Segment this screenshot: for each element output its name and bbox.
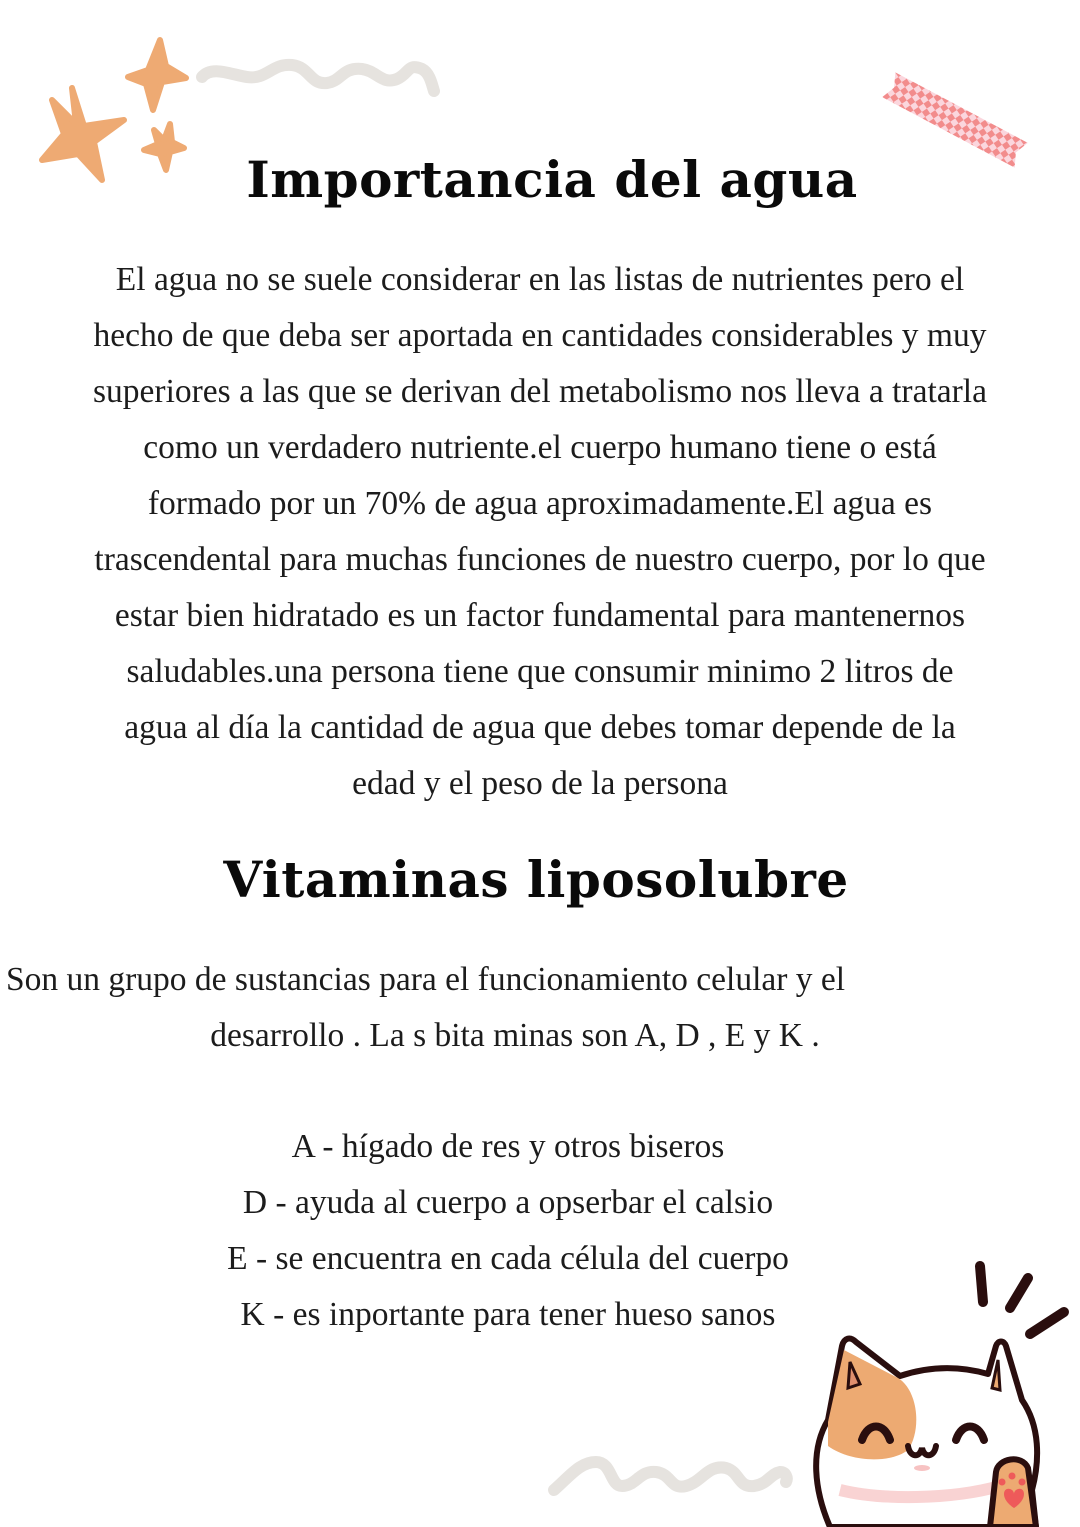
list-item-vitamin-k: K - es inportante para tener hueso sanos xyxy=(240,1296,776,1333)
heading-vitaminas-liposolubre: Vitaminas liposolubre xyxy=(223,850,849,909)
text-line: trascendental para muchas funciones de nuestro cuerpo, por lo que xyxy=(94,541,986,578)
squiggle-icon xyxy=(192,55,442,105)
paragraph-vitaminas xyxy=(0,952,1080,1064)
text-line: agua al día la cantidad de agua que debes tomar depende de la xyxy=(124,709,956,746)
text-line: desarrollo . La s bita minas son A, D , E y K . xyxy=(210,1017,820,1054)
squiggle-icon xyxy=(540,1450,800,1510)
paragraph-agua xyxy=(0,252,1080,812)
text-line: Son un grupo de sustancias para el funcionamiento celular y el xyxy=(6,961,846,998)
list-item-vitamin-a: A - hígado de res y otros biseros xyxy=(291,1128,725,1165)
list-item-vitamin-e: E - se encuentra en cada célula del cuerpo xyxy=(227,1240,789,1277)
heading-importancia-del-agua: Importancia del agua xyxy=(246,150,858,209)
text-line: formado por un 70% de agua aproximadamente.El agua es xyxy=(147,485,933,522)
text-line: edad y el peso de la persona xyxy=(352,765,728,802)
list-item-vitamin-d: D - ayuda al cuerpo a opserbar el calsio xyxy=(242,1184,774,1221)
text-line: superiores a las que se derivan del metabolismo nos lleva a tratarla xyxy=(93,373,987,410)
cat-waving-icon xyxy=(800,1250,1080,1527)
text-line: saludables.una persona tiene que consumir minimo 2 litros de xyxy=(126,653,954,690)
text-line: El agua no se suele considerar en las listas de nutrientes pero el xyxy=(115,261,965,298)
text-line: hecho de que deba ser aportada en cantidades considerables y muy xyxy=(93,317,987,354)
text-line: estar bien hidratado es un factor fundamental para mantenernos xyxy=(114,597,966,634)
text-line: como un verdadero nutriente.el cuerpo humano tiene o está xyxy=(143,429,937,466)
